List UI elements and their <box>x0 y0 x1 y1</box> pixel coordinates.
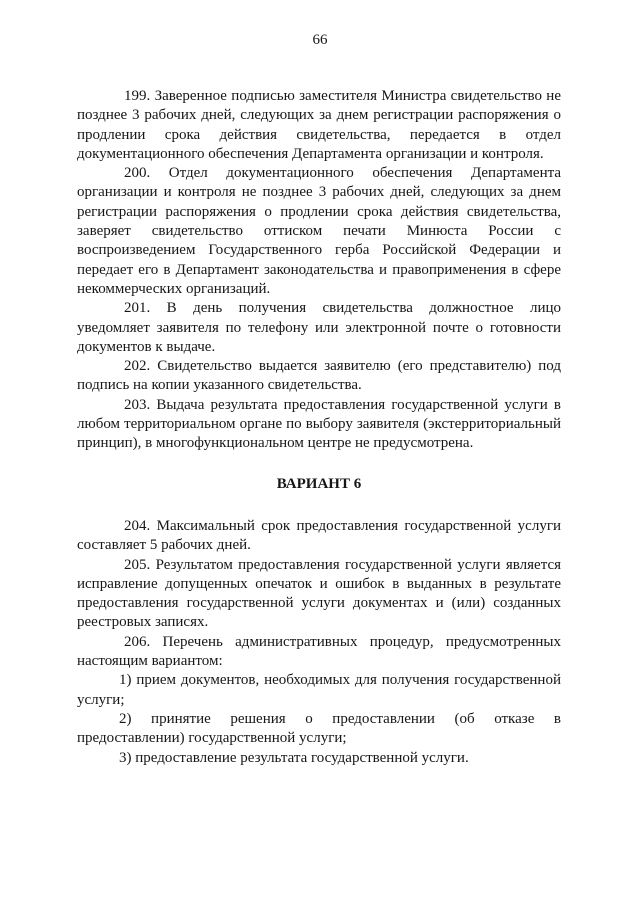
list-item: 1) прием документов, необходимых для получения государственной услуги; <box>77 672 561 708</box>
list-item: 3) предоставление результата государственной услуги. <box>119 749 469 766</box>
page-number: 66 <box>312 32 328 48</box>
paragraph-201: 201. В день получения свидетельства должностное лицо уведомляет заявителя по телефону или электронной почте о готовности документов к выдаче. <box>77 300 561 355</box>
paragraph-200: 200. Отдел документационного обеспечения Департамента организации и контроля не позднее 3 рабочих дней, следующих за днем регистрации распоряжения о продлении срока действия свидетельства, заверяет свидетельство оттиском печати Минюста России с воспроизведением Государственного герба Российской Федерации и передает его в Департамент законодательства и правоприменения в сфере некоммерческих организаций. <box>77 165 561 297</box>
document-body <box>77 87 561 768</box>
paragraph-203: 203. Выдача результата предоставления государственной услуги в любом территориальном органе по выбору заявителя (экстерриториальный принцип), в многофункциональном центре не предусмотрена. <box>77 396 561 452</box>
list-item: 2) принятие решения о предоставлении (об отказе в предоставлении) государственной услуги; <box>77 710 561 747</box>
paragraph-199: 199. Заверенное подписью заместителя Министра свидетельство не позднее 3 рабочих дней, следующих за днем регистрации распоряжения о продлении срока действия свидетельства, передается в отдел документационного обеспечения Департамента организации и контроля. <box>77 88 561 162</box>
section-heading: ВАРИАНТ 6 <box>276 475 362 492</box>
paragraph-206: 206. Перечень административных процедур, предусмотренных настоящим вариантом: <box>77 633 561 670</box>
paragraph-205: 205. Результатом предоставления государственной услуги является исправление допущенных опечаток и ошибок в выданных в результате предоставления государственной услуги документах и (или) созданных реестровых записях. <box>77 556 561 631</box>
paragraph-204: 204. Максимальный срок предоставления государственной услуги составляет 5 рабочих дней. <box>77 517 561 554</box>
paragraph-202: 202. Свидетельство выдается заявителю (его представителю) под подпись на копии указанного свидетельства. <box>77 358 561 394</box>
